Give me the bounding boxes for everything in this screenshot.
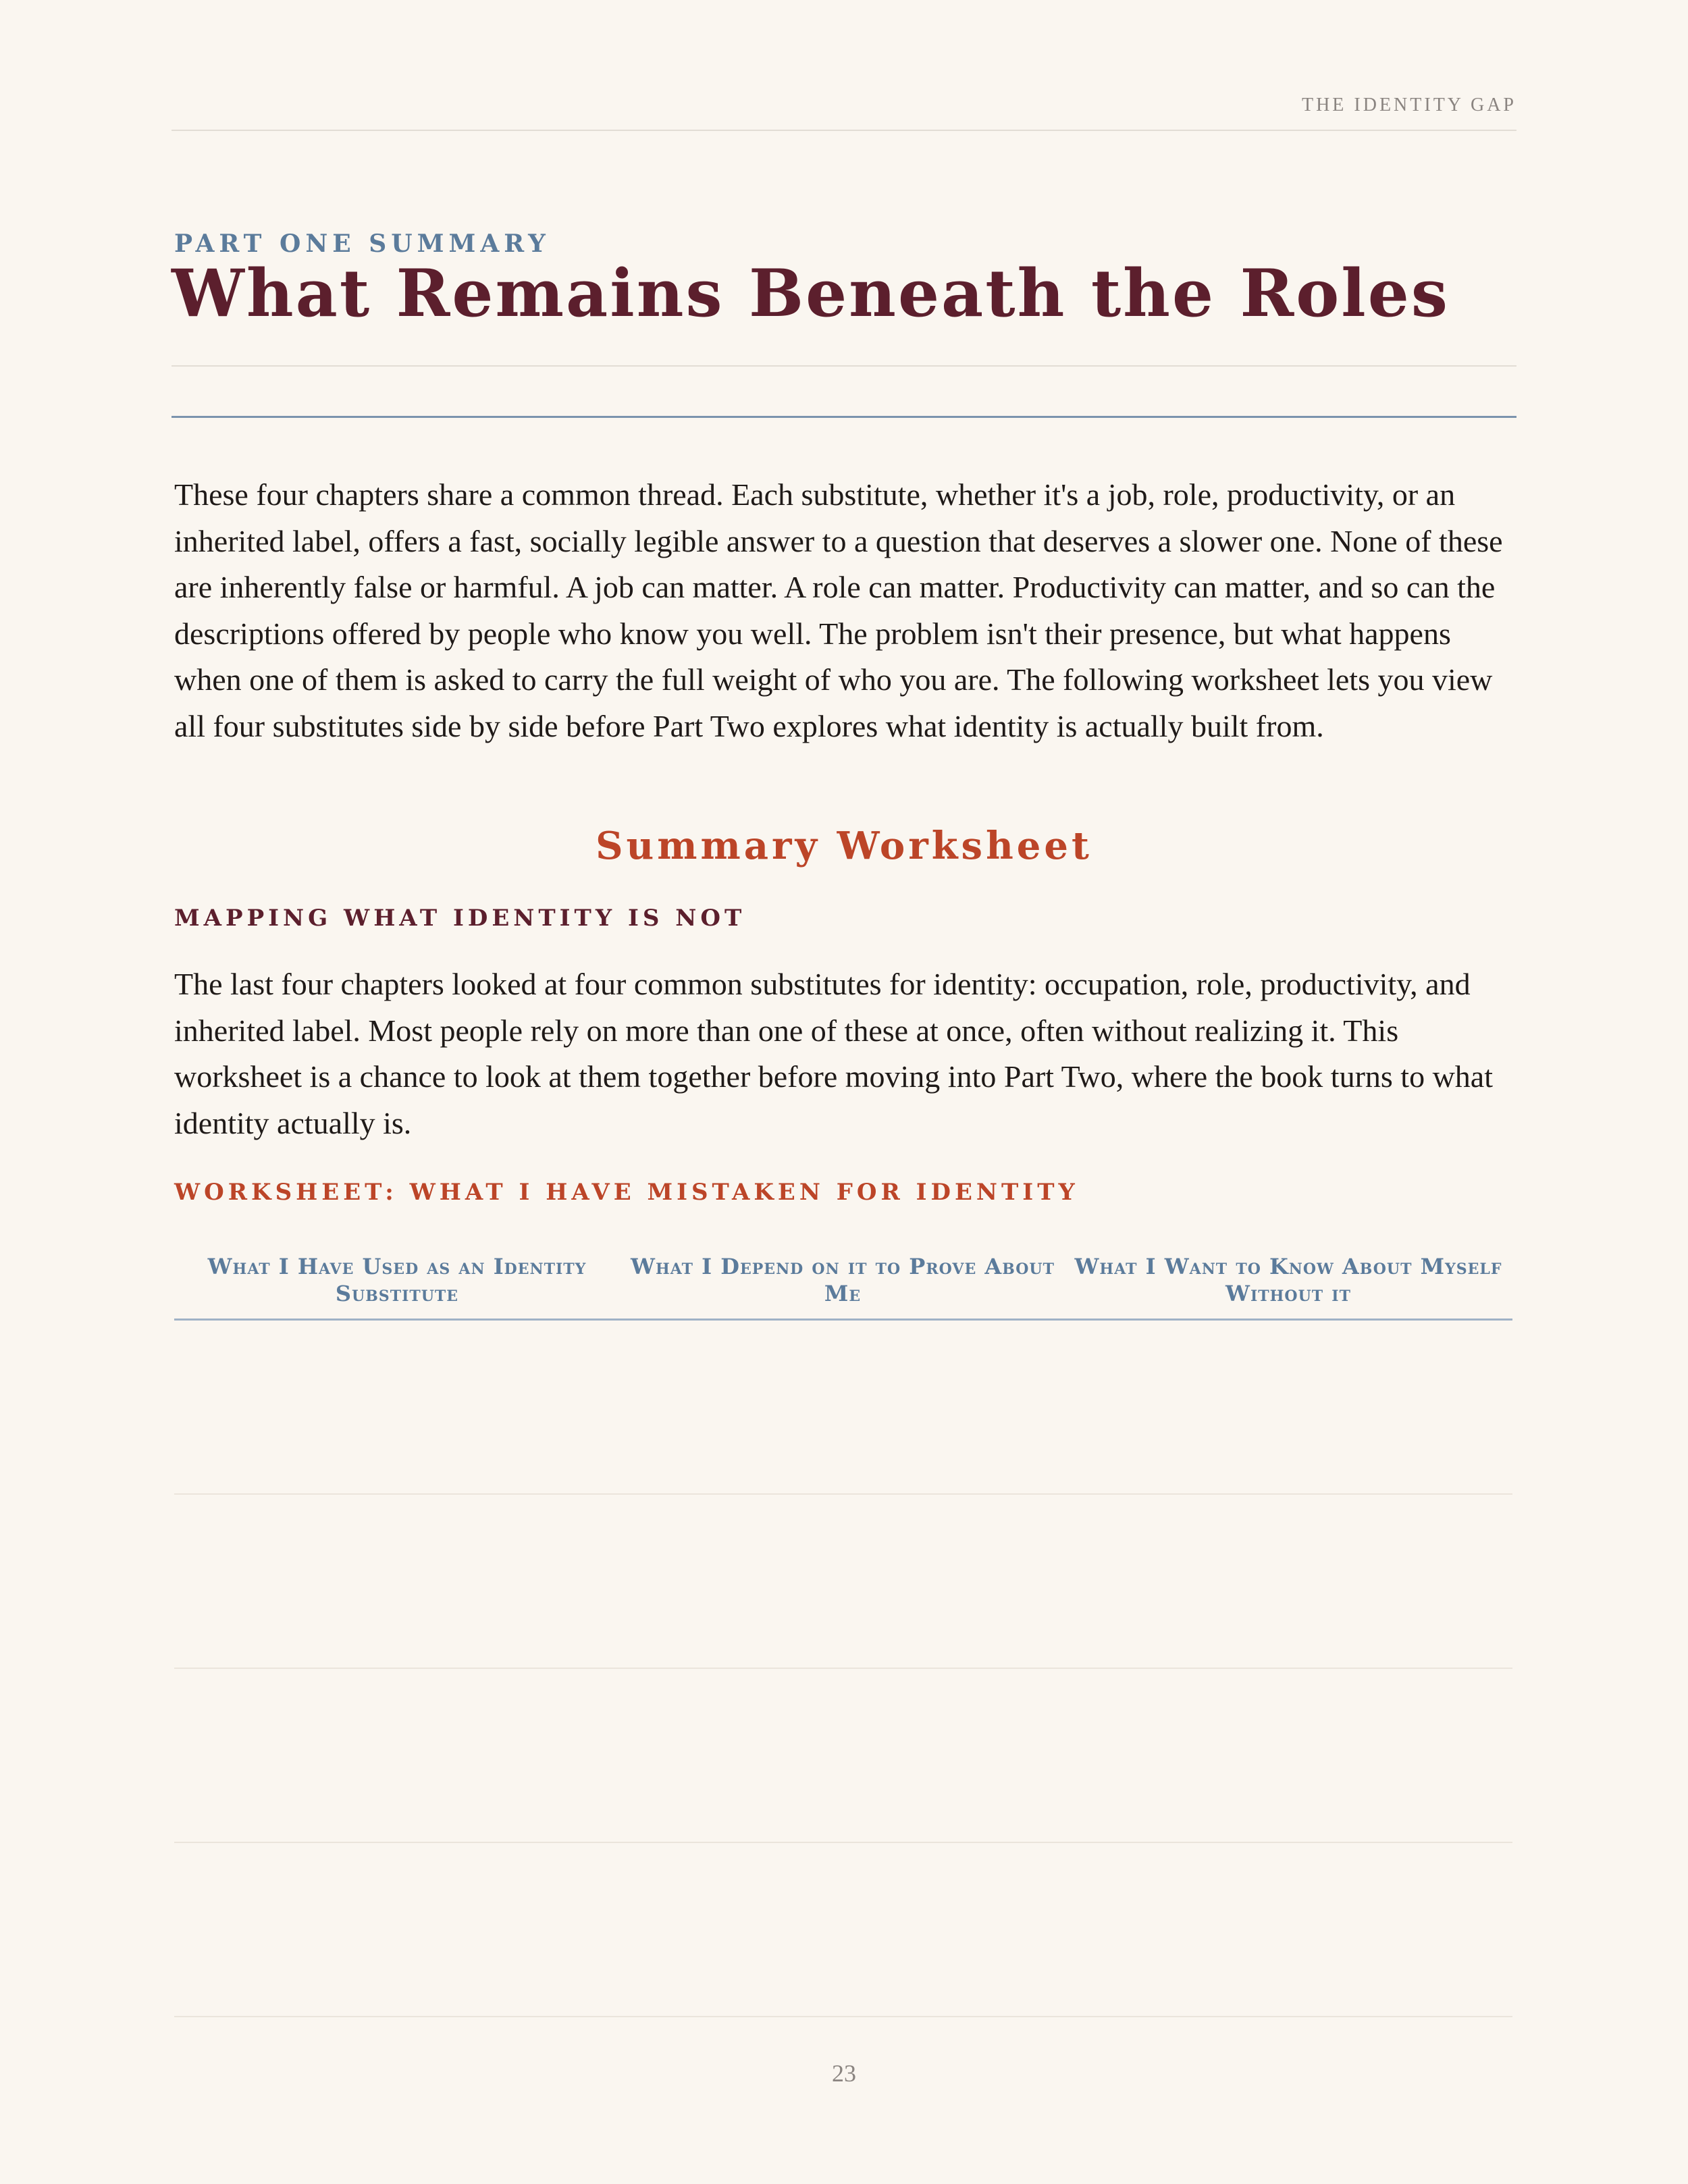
worksheet-row[interactable]: [174, 1321, 1512, 1495]
worksheet-heading: Summary Worksheet: [596, 824, 1092, 868]
worksheet-row[interactable]: [174, 1495, 1512, 1669]
running-header: THE IDENTITY GAP: [1301, 95, 1516, 115]
worksheet-column-header: What I Depend on it to Prove About Me: [631, 1254, 1055, 1306]
worksheet-header-row: [174, 1250, 1512, 1321]
section-subhead: MAPPING WHAT IDENTITY IS NOT: [174, 905, 746, 932]
worksheet-table: [174, 1250, 1512, 2017]
worksheet-row[interactable]: [174, 1843, 1512, 2017]
worksheet-column-header: What I Have Used as an Identity Substitute: [207, 1254, 587, 1306]
chapter-kicker: PART ONE SUMMARY: [174, 230, 550, 258]
worksheet-column-header: What I Want to Know About Myself Without it: [1074, 1254, 1502, 1306]
title-rule-accent: [172, 416, 1516, 418]
worksheet-paragraph: The last four chapters looked at four common substitutes for identity: occupation, role, productivity, and inherited label. Most people rely on more than one of these at once, often without realizing it. This worksheet is a chance to look at them together before moving into Part Two, where the book turns to what identity actually is.: [174, 967, 1494, 1140]
title-rule: [172, 365, 1516, 367]
worksheet-row[interactable]: [174, 1669, 1512, 1843]
page-number: 23: [832, 2060, 856, 2087]
header-rule: [172, 130, 1516, 131]
worksheet-label: WORKSHEET: WHAT I HAVE MISTAKEN FOR IDENTITY: [174, 1179, 1079, 1206]
page-title: What Remains Beneath the Roles: [172, 255, 1450, 331]
intro-paragraph: These four chapters share a common thread. Each substitute, whether it's a job, role, productivity, or an inherited label, offers a fast, socially legible answer to a question that deserves a slower one. None of these are inherently false or harmful. A job can matter. A role can matter. Productivity can matter, and so can the descriptions offered by people who know you well. The problem isn't their presence, but what happens when one of them is asked to carry the full weight of who you are. The following worksheet lets you view all four substitutes side by side before Part Two explores what identity is actually built from.: [174, 477, 1503, 743]
